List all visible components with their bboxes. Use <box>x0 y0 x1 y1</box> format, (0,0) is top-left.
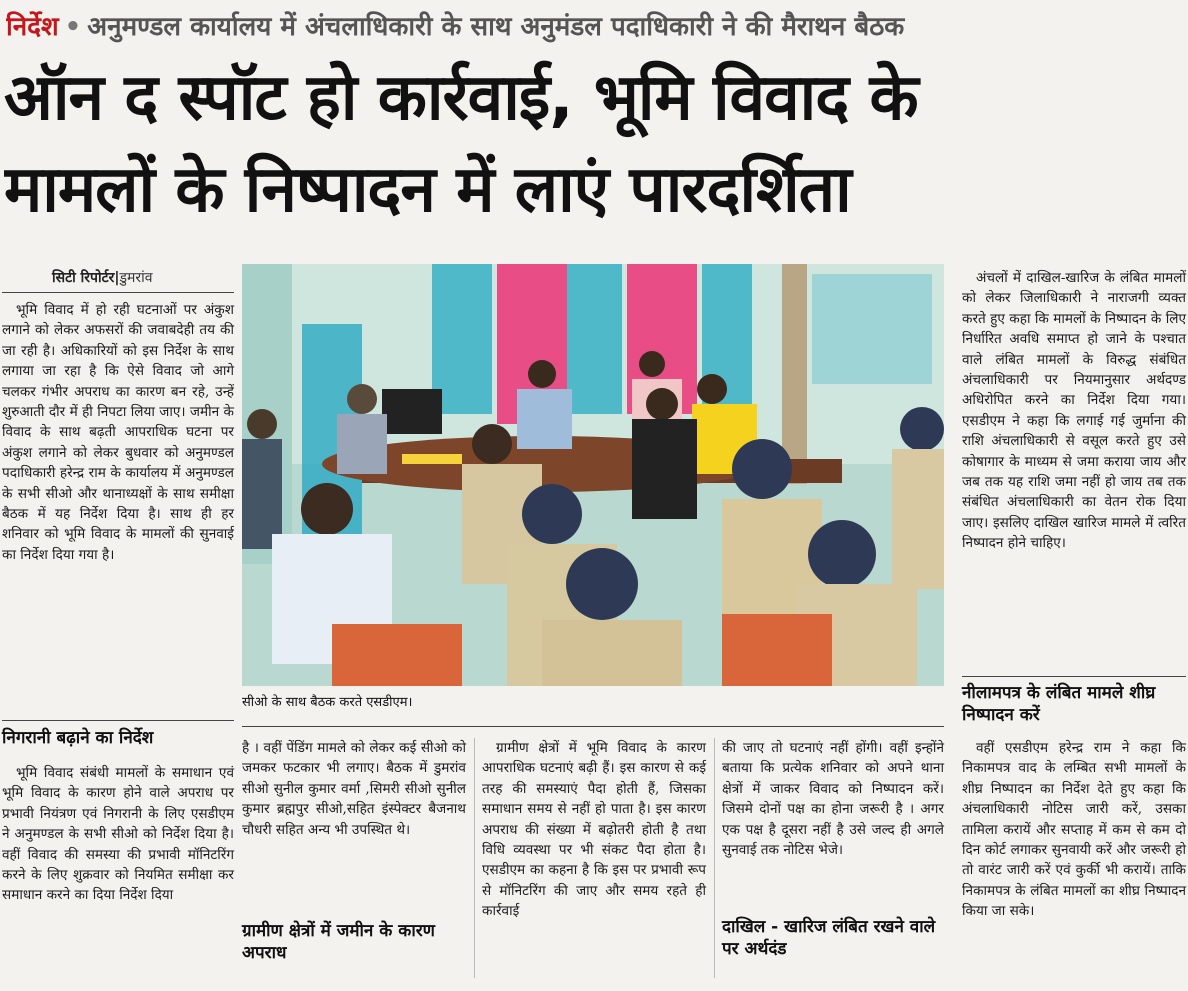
byline-place: डुमरांव <box>119 270 153 286</box>
subhead1-rule <box>2 720 234 721</box>
subhead-nilampatra: नीलामपत्र के लंबित मामले शीघ्र निष्पादन करें <box>962 683 1156 725</box>
col-mid-3 <box>722 738 944 860</box>
headline-line-1: ऑन द स्पॉट हो कार्रवाई, भूमि विवाद के <box>4 61 918 135</box>
meeting-photo-illustration <box>242 264 944 686</box>
column-divider <box>714 738 715 978</box>
column-divider <box>474 738 475 978</box>
kicker-tag: निर्देश <box>6 12 59 42</box>
col-mid-3-text: की जाए तो घटनाएं नहीं होंगी। वहीं इन्होंने बताया कि प्रत्येक शनिवार को अपने थाना क्षेत्रों में जाकर विवाद को निष्पादन करें। जिसमे दोनों पक्ष का होना जरूरी है । अगर एक पक्ष है दूसरा नहीं है उसे जल्द ही अगले सुनवाई तक नोटिस भेजे। <box>722 740 944 859</box>
subhead-dakhil: दाखिल - खारिज लंबित रखने वाले पर अर्थदंड <box>722 917 936 959</box>
photo-caption: सीओ के साथ बैठक करते एसडीएम। <box>242 695 413 710</box>
col-mid-2-text: ग्रामीण क्षेत्रों में भूमि विवाद के कारण आपराधिक घटनाएं बढ़ी हैं। इस कारण से कई तरह की समस्याएं पैदा होती हैं, जिसका समाधान समय से नहीं हो पाता है। इस कारण अपराध की संख्या में बढ़ोतरी होती है तथा विधि व्यवस्था पर भी संकट पैदा होता है। एसडीएम का कहना है कि इस पर प्रभावी रूप से मॉनिटरिंग की जाए और समय रहते ही कार्रवाई <box>482 740 706 920</box>
headline-line-2: मामलों के निष्पादन में लाएं पारदर्शिता <box>4 153 851 227</box>
subhead-nigrani: निगरानी बढ़ाने का निर्देश <box>2 728 154 748</box>
subhead4-rule <box>962 676 1186 677</box>
col-right-bottom <box>962 738 1186 922</box>
byline-separator: | <box>114 270 120 286</box>
headline <box>4 52 1184 236</box>
col-left-top-text: भूमि विवाद में हो रही घटनाओं पर अंकुश लगाने को लेकर अफसरों की जवाबदेही तय की जा रही है। अधिकारियों को इस निर्देश के साथ लगाया जा रहा है कि ऐसे विवाद जो आगे चलकर गंभीर अपराध का कारण बन रहे, उन्हें शुरुआती दौर में ही निपटा लिया जाए। जमीन के विवाद के साथ बढ़ती आपराधिक घटना पर अंकुश लगाने को लेकर बुधवार को अनुमण्डल पदाधिकारी हरेन्द्र राम के कार्यालय में अनुमण्डल के सभी सीओ और थानाध्यक्षों के साथ समीक्षा बैठक में यह निर्देश दिया है। साथ ही हर शनिवार को भूमि विवाद के मामलों की सुनवाई का निर्देश दिया गया है। <box>2 302 234 563</box>
col-left-bottom <box>2 763 234 906</box>
col-mid-1 <box>242 738 466 840</box>
col-mid-2 <box>482 738 706 922</box>
byline <box>52 268 152 287</box>
col-right-top-text: अंचलों में दाखिल-खारिज के लंबित मामलों को लेकर जिलाधिकारी ने नाराजगी व्यक्त करते हुए कहा कि मामलों के निष्पादन के लिए निर्धारित अवधि समाप्त हो जाने के पश्चात वाले लंबित मामलों के विरुद्ध संबंधित अंचलाधिकारी पर नियमानुसार अर्थदण्ड अधिरोपित करने का निर्देश दिया गया। एसडीएम ने कहा कि लगाई गई जुर्माना की राशि अंचलाधिकारी से वसूल करते हुए उसे कोषागार के माध्यम से जमा कराया जाय और जब तक यह राशि जमा नहीं हो जाय तब तक संबंधित अंचलाधिकारी का वेतन रोक दिया जाए। इसलिए दाखिल खारिज मामले में त्वरित निष्पादन होने चाहिए। <box>962 270 1186 552</box>
col-left-bottom-text: भूमि विवाद संबंधी मामलों के समाधान एवं भूमि विवाद के कारण होने वाले अपराध पर प्रभावी नियंत्रण एवं निगरानी के लिए एसडीएम ने अनुमण्डल के सभी सीओ को निर्देश दिया है। वहीं विवाद की समस्या की प्रभावी मॉनिटरिंग करने के लिए शुक्रवार को नियमित समीक्षा कर समाधान करने का दिया निर्देश दिया <box>2 765 234 904</box>
byline-reporter: सिटी रिपोर्टर <box>52 270 115 286</box>
col-right-bottom-text: वहीं एसडीएम हरेन्द्र राम ने कहा कि निकामपत्र वाद के लम्बित सभी मामलों के शीघ्र निष्पादन का निर्देश देते हुए कहा कि अंचलाधिकारी नोटिस जारी करें, उसका तामिला करायें और सप्ताह में कम से कम दो दिन कोर्ट लगाकर सुनवायी करें और जरूरी हो तो वारंट जारी करें एवं कुर्की भी करायें। ताकि निकामपत्र के लंबित मामलों का शीघ्र निष्पादन किया जा सके। <box>962 740 1186 920</box>
kicker-line <box>6 4 1182 50</box>
kicker-text: अनुमण्डल कार्यालय में अंचलाधिकारी के साथ अनुमंडल पदाधिकारी ने की मैराथन बैठक <box>87 12 905 42</box>
col-left-top <box>2 300 234 565</box>
caption-rule <box>242 726 944 727</box>
col-right-top <box>962 268 1186 554</box>
col-mid-1-text: है । वहीं पेंडिंग मामले को लेकर कई सीओ को जमकर फटकार भी लगाए। बैठक में डुमरांव सीओ सुनील कुमार वर्मा ,सिमरी सीओ सुनील कुमार ब्रह्मपुर सीओ,सहित इंस्पेक्टर बैजनाथ चौधरी सहित अन्य भी उपस्थित थे। <box>242 740 466 838</box>
bullet-icon: • <box>64 12 82 42</box>
meeting-photo <box>242 264 944 686</box>
byline-rule <box>2 292 234 293</box>
subhead-gramin: ग्रामीण क्षेत्रों में जमीन के कारण अपराध <box>242 921 435 963</box>
